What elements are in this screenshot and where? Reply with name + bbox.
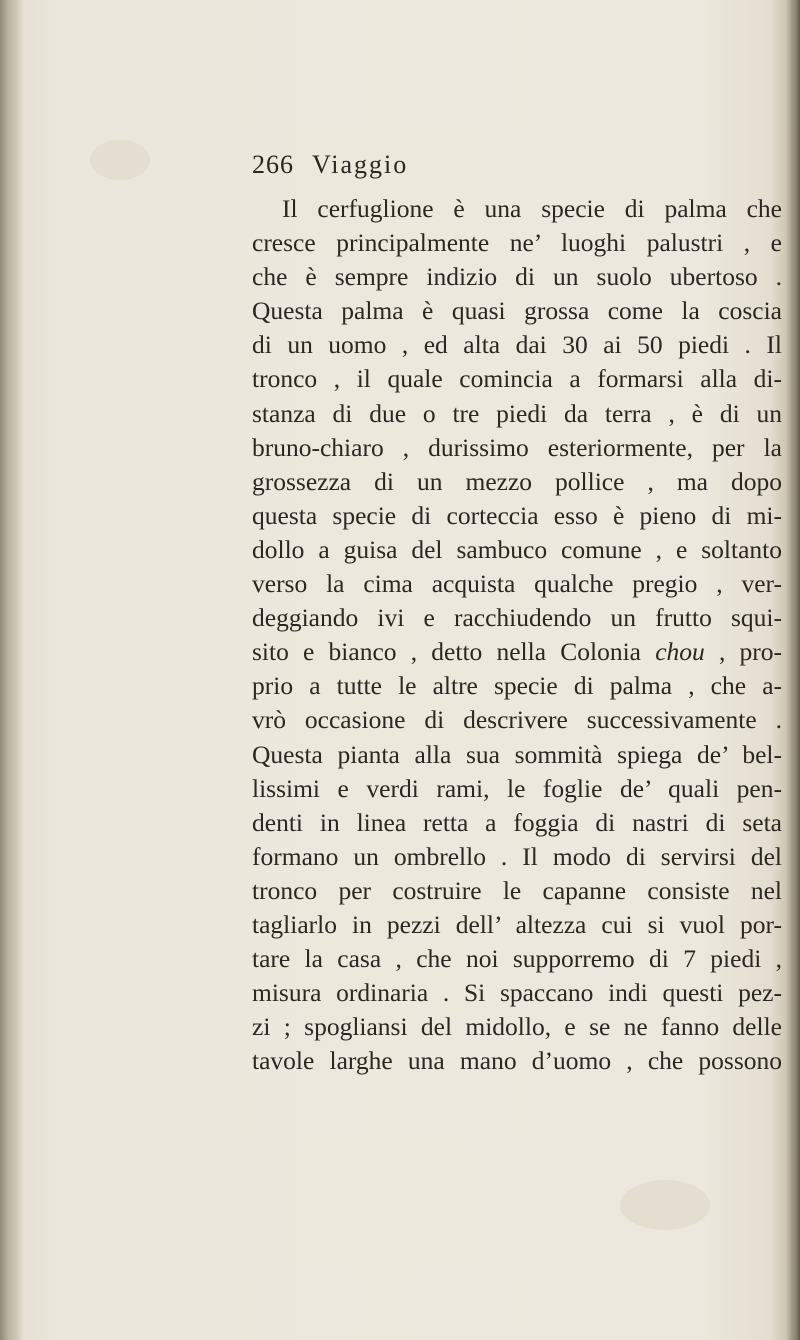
text-line: zi ; spogliansi del midollo, e se ne fanno delle bbox=[252, 1012, 782, 1042]
text-line: misura ordinaria . Si spaccano indi questi pez- bbox=[252, 978, 782, 1008]
text-line: tronco , il quale comincia a formarsi alla di- bbox=[252, 364, 782, 394]
page-number: 266 bbox=[252, 150, 294, 179]
text-line: Questa palma è quasi grossa come la coscia bbox=[252, 296, 782, 326]
text-segment: , pro- bbox=[704, 637, 783, 667]
paper-stain bbox=[90, 140, 150, 180]
page-binding-shadow bbox=[0, 0, 24, 1340]
text-line: bruno-chiaro , durissimo esteriormente, per la bbox=[252, 432, 782, 462]
text-line: dollo a guisa del sambuco comune , e soltanto bbox=[252, 534, 782, 564]
paper-stain bbox=[620, 1180, 710, 1230]
text-line-with-italic bbox=[252, 635, 782, 669]
running-title: Viaggio bbox=[312, 150, 409, 179]
text-line: di un uomo , ed alta dai 30 ai 50 piedi . Il bbox=[252, 330, 782, 360]
italic-term: chou bbox=[655, 637, 705, 667]
text-line: cresce principalmente ne’ luoghi palustri , e bbox=[252, 228, 782, 258]
text-line: grossezza di un mezzo pollice , ma dopo bbox=[252, 466, 782, 496]
text-line: Il cerfuglione è una specie di palma che bbox=[282, 194, 782, 223]
text-line: lissimi e verdi rami, le foglie de’ quali pen- bbox=[252, 773, 782, 803]
text-line: stanza di due o tre piedi da terra , è di un bbox=[252, 398, 782, 428]
text-line: verso la cima acquista qualche pregio , ver- bbox=[252, 569, 782, 599]
text-segment: sito e bianco , detto nella Colonia bbox=[252, 637, 641, 667]
body-text bbox=[252, 192, 782, 1078]
text-line: vrò occasione di descrivere successivamente . bbox=[252, 705, 782, 735]
text-line: prio a tutte le altre specie di palma , che a- bbox=[252, 671, 782, 701]
text-line: tare la casa , che noi supporremo di 7 piedi , bbox=[252, 944, 782, 974]
page-edge-shadow bbox=[786, 0, 800, 1340]
text-line: formano un ombrello . Il modo di servirsi del bbox=[252, 841, 782, 871]
text-line: che è sempre indizio di un suolo ubertoso . bbox=[252, 262, 782, 292]
text-line: tagliarlo in pezzi dell’ altezza cui si vuol por- bbox=[252, 909, 782, 939]
text-line: deggiando ivi e racchiudendo un frutto squi- bbox=[252, 603, 782, 633]
page-header bbox=[252, 150, 552, 190]
text-line: Questa pianta alla sua sommità spiega de’ bel- bbox=[252, 739, 782, 769]
text-line: tavole larghe una mano d’uomo , che possono bbox=[252, 1046, 782, 1076]
text-line: tronco per costruire le capanne consiste nel bbox=[252, 875, 782, 905]
text-line: questa specie di corteccia esso è pieno di mi- bbox=[252, 500, 782, 530]
text-line: denti in linea retta a foggia di nastri di seta bbox=[252, 807, 782, 837]
